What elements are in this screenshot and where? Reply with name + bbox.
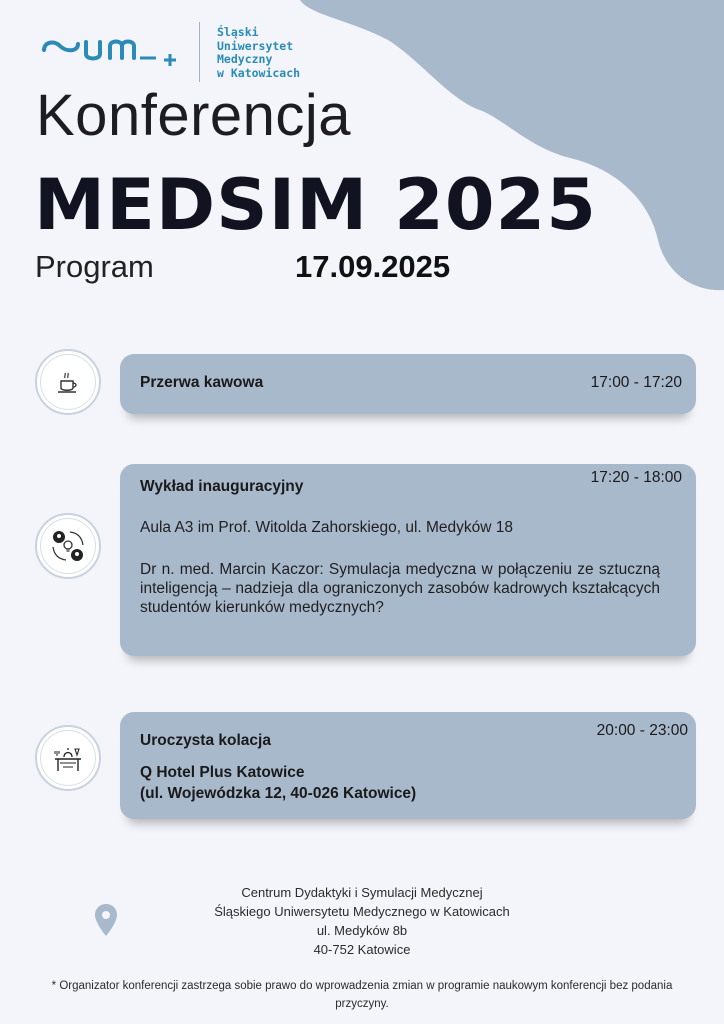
people-idea-icon — [50, 528, 86, 564]
logo-divider — [199, 22, 200, 82]
dinner-table-icon — [51, 741, 85, 775]
address-line: 40-752 Katowice — [313, 942, 411, 957]
university-name: Śląski Uniwersytet Medyczny w Katowicach — [217, 25, 301, 80]
event-card-inaugural-lecture — [120, 464, 696, 656]
event-location: Aula A3 im Prof. Witolda Zahorskiego, ul. Medyków 18 — [140, 519, 514, 536]
address-line: ul. Medyków 8b — [316, 923, 408, 938]
event-title: Wykład inauguracyjny — [140, 478, 304, 495]
event-icon-circle — [35, 349, 101, 415]
program-label: Program — [35, 249, 154, 284]
organizer-address — [150, 883, 574, 959]
sum-logo-icon — [40, 32, 185, 72]
event-time: 20:00 - 23:00 — [596, 722, 688, 739]
event-date: 17.09.2025 — [295, 249, 451, 284]
sum-logo — [40, 32, 185, 77]
address-line: Centrum Dydaktyki i Symulacji Medycznej — [241, 885, 483, 900]
event-icon-circle — [35, 725, 101, 791]
disclaimer-note: * Organizator konferencji zastrzega sobie prawo do wprowadzenia zmian w programie naukowym konferencji bez podania przyczyny. — [51, 980, 673, 1010]
title-line2: MEDSIM 2025 — [34, 164, 597, 246]
event-venue-name: Q Hotel Plus Katowice — [140, 764, 305, 781]
event-time: 17:00 - 17:20 — [590, 374, 682, 391]
location-pin-icon — [94, 903, 118, 937]
event-venue-address: (ul. Wojewódzka 12, 40-026 Katowice) — [140, 785, 417, 802]
address-line: Śląskiego Uniwersytetu Medycznego w Katowicach — [214, 904, 510, 919]
event-card-gala-dinner — [120, 712, 696, 819]
coffee-cup-icon — [53, 367, 83, 397]
event-title: Uroczysta kolacja — [140, 732, 271, 749]
event-time: 17:20 - 18:00 — [590, 469, 682, 486]
event-icon-circle — [35, 513, 101, 579]
event-card-coffee-break — [120, 354, 696, 414]
event-title: Przerwa kawowa — [140, 374, 264, 391]
title-line1: Konferencja — [36, 83, 352, 148]
event-description: Dr n. med. Marcin Kaczor: Symulacja medyczna w połączeniu ze sztuczną inteligencją – nadzieja dla ograniczonych zasobów kadrowych kształcących studentów kierunków medycznych? — [140, 561, 660, 616]
